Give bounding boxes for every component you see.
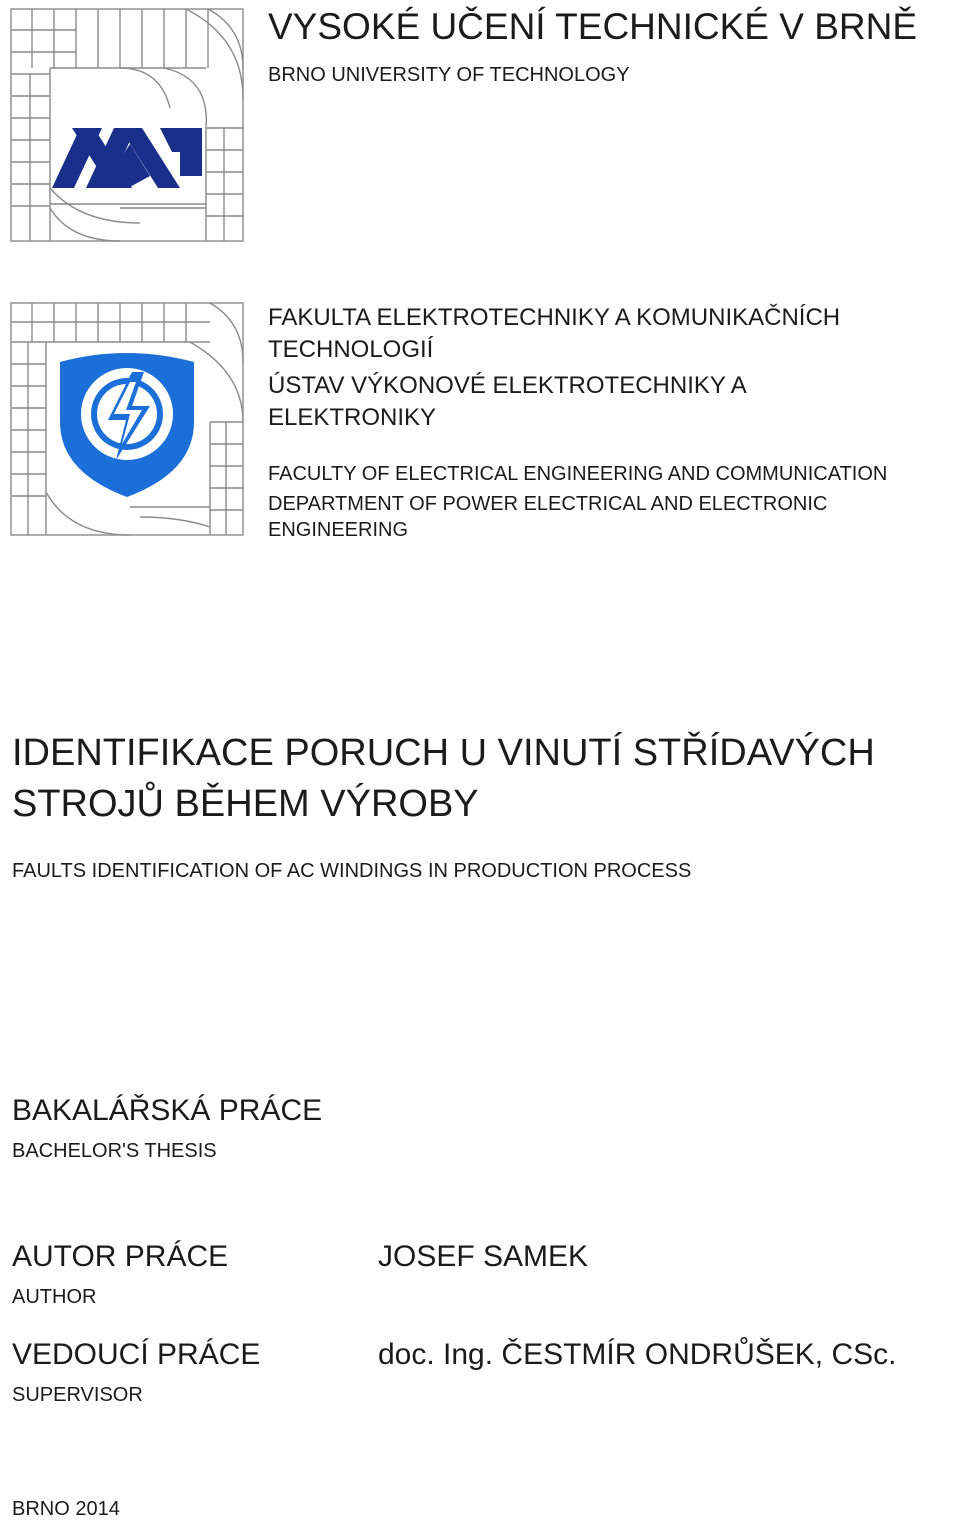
thesis-title-cs: [12, 728, 875, 830]
faculty-name-cs-line-1: FAKULTA ELEKTROTECHNIKY A KOMUNIKAČNÍCH: [268, 304, 841, 331]
author-name: JOSEF SAMEK: [378, 1240, 589, 1273]
place-year: BRNO 2014: [12, 1498, 120, 1520]
department-name-en-line-2: ENGINEERING: [268, 519, 409, 541]
university-name-cs: VYSOKÉ UČENÍ TECHNICKÉ V BRNĚ: [268, 6, 918, 47]
thesis-title-cs-line-1: IDENTIFIKACE PORUCH U VINUTÍ STŘÍDAVÝCH: [12, 732, 875, 774]
thesis-title-cs-line-2: STROJŮ BĚHEM VÝROBY: [12, 783, 479, 825]
university-name-en: BRNO UNIVERSITY OF TECHNOLOGY: [268, 64, 630, 86]
author-label-en: AUTHOR: [12, 1286, 97, 1308]
faculty-name-cs-line-2: TECHNOLOGIÍ: [268, 336, 434, 363]
department-name-en-line-1: DEPARTMENT OF POWER ELECTRICAL AND ELECTRONIC: [268, 493, 828, 515]
supervisor-name: doc. Ing. ČESTMÍR ONDRŮŠEK, CSc.: [378, 1338, 897, 1371]
department-name-cs-line-1: ÚSTAV VÝKONOVÉ ELEKTROTECHNIKY A: [268, 372, 747, 399]
faculty-name-en-line: FACULTY OF ELECTRICAL ENGINEERING AND COMMUNICATION: [268, 463, 888, 485]
supervisor-label-cs: VEDOUCÍ PRÁCE: [12, 1338, 261, 1371]
thesis-type-cs: BAKALÁŘSKÁ PRÁCE: [12, 1094, 323, 1127]
faculty-name-en: [268, 460, 887, 543]
department-name-cs-line-2: ELEKTRONIKY: [268, 404, 437, 431]
thesis-title-en: FAULTS IDENTIFICATION OF AC WINDINGS IN PRODUCTION PROCESS: [12, 860, 692, 882]
supervisor-label-en: SUPERVISOR: [12, 1384, 143, 1406]
author-label-cs: AUTOR PRÁCE: [12, 1240, 229, 1273]
faculty-logo-icon: [10, 302, 244, 536]
university-logo-icon: [10, 8, 244, 242]
faculty-name-cs: [268, 302, 840, 434]
thesis-type-en: BACHELOR'S THESIS: [12, 1140, 217, 1162]
